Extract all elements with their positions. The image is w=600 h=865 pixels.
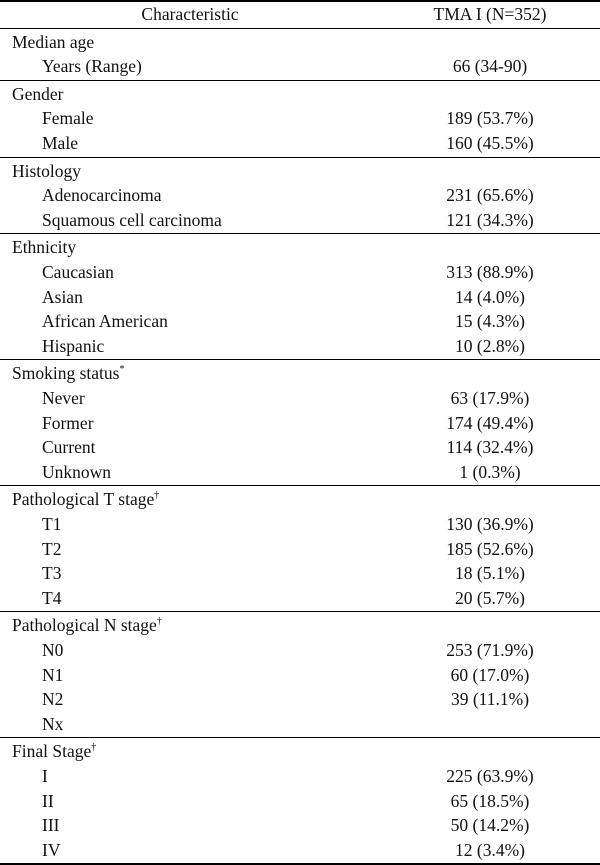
row-value: 60 (17.0%) <box>450 664 530 685</box>
row-value: 39 (11.1%) <box>450 689 530 710</box>
table-row <box>0 663 600 688</box>
header-rule <box>0 28 600 29</box>
row-label: N0 <box>42 640 64 660</box>
group-header-row <box>0 613 600 638</box>
row-value: 189 (53.7%) <box>446 108 534 129</box>
group-title-text: Ethnicity <box>12 237 77 258</box>
group-header-row <box>0 82 600 107</box>
group-title <box>12 613 392 638</box>
group-divider <box>0 80 600 81</box>
group-divider <box>0 157 600 158</box>
row-value: 20 (5.7%) <box>455 587 525 608</box>
footnote-mark: † <box>91 742 97 754</box>
group-title-text: Histology <box>12 160 82 181</box>
table-row <box>0 561 600 586</box>
row-label: T4 <box>42 587 62 608</box>
row-value: 18 (5.1%) <box>455 563 525 584</box>
row-value: 130 (36.9%) <box>446 514 534 534</box>
row-label: Squamous cell carcinoma <box>42 209 222 230</box>
group-divider <box>0 611 600 612</box>
row-label: II <box>42 790 54 811</box>
table-row <box>0 813 600 838</box>
table-row <box>0 54 600 79</box>
row-label: Never <box>42 388 85 408</box>
row-label: Nx <box>42 713 64 734</box>
row-label: Unknown <box>42 461 112 482</box>
row-label: Male <box>42 133 78 153</box>
group-title-text: Gender <box>12 83 64 104</box>
group-divider <box>0 737 600 738</box>
row-label: Adenocarcinoma <box>42 185 162 206</box>
row-value: 63 (17.9%) <box>450 388 530 408</box>
group-title <box>12 235 392 260</box>
table-row <box>0 334 600 359</box>
group-header-row <box>0 30 600 55</box>
row-label: III <box>42 815 60 836</box>
group-title-text: Median age <box>12 31 95 52</box>
row-label: Years (Range) <box>42 56 142 77</box>
group-header-row <box>0 487 600 512</box>
table-row <box>0 537 600 562</box>
table-row <box>0 764 600 789</box>
table-row <box>0 712 600 737</box>
group-header-row <box>0 739 600 764</box>
group-header-row <box>0 159 600 184</box>
group-title-text: Pathological N stage <box>12 615 157 636</box>
group-header-row <box>0 361 600 386</box>
group-header-row <box>0 235 600 260</box>
table-row <box>0 183 600 208</box>
group-title-text: Pathological T stage <box>12 489 155 510</box>
table-row <box>0 838 600 863</box>
row-value: 14 (4.0%) <box>455 286 525 307</box>
row-value: 174 (49.4%) <box>446 412 534 433</box>
row-value: 121 (34.3%) <box>446 209 534 230</box>
group-title <box>12 30 392 55</box>
row-value: 225 (63.9%) <box>446 766 534 786</box>
table-row <box>0 208 600 233</box>
row-label: T1 <box>42 514 62 534</box>
row-label: Female <box>42 108 94 129</box>
group-title <box>12 487 392 512</box>
group-title <box>12 361 392 386</box>
table-row <box>0 512 600 537</box>
row-value: 231 (65.6%) <box>446 185 534 206</box>
row-label: Caucasian <box>42 262 114 282</box>
header-characteristic: Characteristic <box>141 4 239 24</box>
row-value: 65 (18.5%) <box>450 790 530 811</box>
row-label: Asian <box>42 286 83 307</box>
table-row <box>0 106 600 131</box>
table-row <box>0 260 600 285</box>
table-row <box>0 285 600 310</box>
row-value: 114 (32.4%) <box>446 437 534 458</box>
row-value: 160 (45.5%) <box>446 133 534 153</box>
row-label: I <box>42 766 48 786</box>
row-label: N2 <box>42 689 64 710</box>
group-divider <box>0 233 600 234</box>
header-cohort: TMA I (N=352) <box>433 4 547 24</box>
row-label: Former <box>42 412 94 433</box>
table-row <box>0 638 600 663</box>
table-row <box>0 687 600 712</box>
header-row <box>0 2 600 27</box>
row-value: 185 (52.6%) <box>446 538 534 559</box>
group-title <box>12 159 392 184</box>
table-row <box>0 386 600 411</box>
row-value: 50 (14.2%) <box>450 815 530 836</box>
group-divider <box>0 485 600 486</box>
row-label: T3 <box>42 563 62 584</box>
table-row <box>0 131 600 156</box>
group-title-text: Smoking status <box>12 363 120 384</box>
table-row <box>0 789 600 814</box>
footnote-mark: † <box>156 616 162 628</box>
row-label: Hispanic <box>42 335 105 356</box>
row-label: T2 <box>42 538 62 559</box>
row-label: N1 <box>42 664 64 685</box>
group-divider <box>0 359 600 360</box>
row-value: 12 (3.4%) <box>455 839 525 860</box>
row-value: 1 (0.3%) <box>459 461 521 482</box>
row-label: Current <box>42 437 96 458</box>
group-title <box>12 82 392 107</box>
group-title <box>12 739 392 764</box>
table-row <box>0 435 600 460</box>
table-row <box>0 411 600 436</box>
group-title-text: Final Stage <box>12 741 92 762</box>
row-label: IV <box>42 839 61 860</box>
table-row <box>0 586 600 611</box>
row-value: 66 (34-90) <box>452 56 528 77</box>
row-value: 313 (88.9%) <box>446 262 534 282</box>
row-value: 15 (4.3%) <box>455 311 525 332</box>
row-value: 253 (71.9%) <box>446 640 534 660</box>
row-value: 10 (2.8%) <box>455 335 525 356</box>
footnote-mark: † <box>154 490 160 502</box>
row-label: African American <box>42 311 168 332</box>
table-row <box>0 309 600 334</box>
table-row <box>0 460 600 485</box>
footnote-mark: * <box>119 364 125 376</box>
